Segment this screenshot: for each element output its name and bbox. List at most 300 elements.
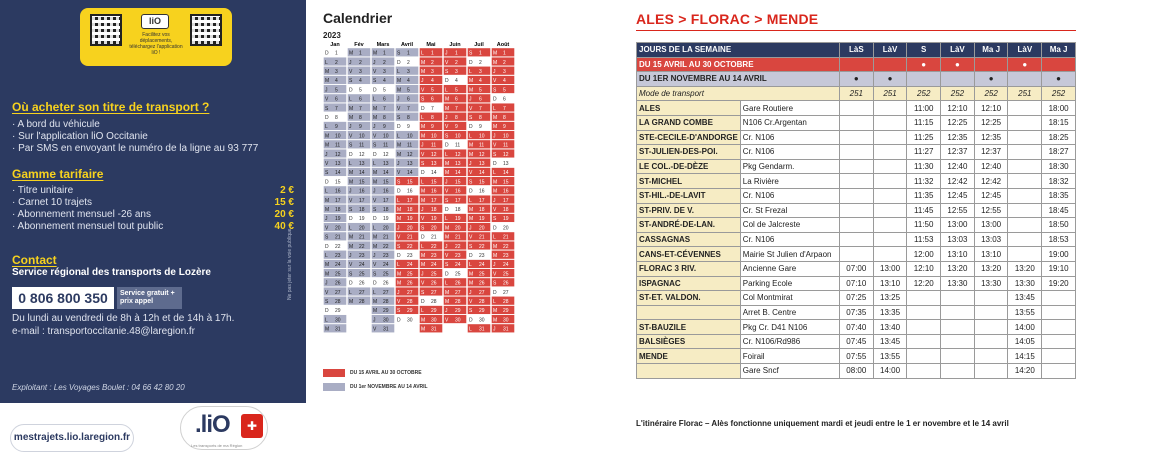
stop-town	[637, 364, 741, 379]
calendar-weekday: M	[421, 133, 426, 140]
departure-time: 12:10	[907, 261, 941, 276]
calendar-weekday: D	[349, 87, 353, 94]
table-row	[637, 174, 1076, 189]
calendar-day-number: 23	[335, 253, 341, 259]
departure-time: 12:55	[974, 203, 1008, 218]
calendar-weekday: S	[397, 115, 401, 121]
calendar-weekday: S	[397, 308, 401, 315]
calendar-weekday: V	[349, 133, 353, 140]
calendar-day-number: 31	[503, 326, 509, 333]
calendar-weekday: V	[325, 289, 329, 296]
calendar-day-number: 25	[479, 271, 485, 278]
calendar-day-number: 26	[503, 280, 509, 287]
calendar-weekday: D	[397, 253, 401, 259]
stop-town: ST-HIL.-DE-LAVIT	[637, 188, 741, 203]
phone-number[interactable]: 0 806 800 350	[12, 287, 114, 309]
departure-time	[839, 203, 873, 218]
period-mark: ●	[974, 72, 1008, 87]
header-day: LàS	[839, 43, 873, 58]
calendar-day-number: 22	[455, 243, 461, 250]
route-title: ALES > FLORAC > MENDE	[636, 11, 819, 27]
calendar-weekday: V	[325, 96, 329, 103]
calendar-weekday: S	[349, 271, 353, 278]
calendar-weekday: L	[373, 96, 376, 103]
table-row	[637, 305, 1076, 320]
calendar-weekday: L	[421, 243, 424, 250]
calendar-weekday: V	[421, 151, 425, 158]
calendar-day-number: 20	[335, 225, 341, 232]
calendar-weekday: M	[493, 243, 498, 250]
departure-time: 18:50	[1042, 218, 1076, 233]
calendar-weekday: D	[469, 59, 473, 66]
calendar-day-number: 2	[479, 59, 482, 66]
calendar-weekday: S	[445, 133, 449, 140]
calendar-day-number: 6	[431, 96, 434, 103]
calendar-weekday: L	[325, 317, 328, 324]
calendar-day-number: 13	[503, 161, 509, 167]
stop-town: ALES	[637, 101, 741, 116]
period-label: DU 15 AVRIL AU 30 OCTOBRE	[637, 57, 840, 72]
calendar-weekday: V	[469, 170, 473, 177]
departure-time: 13:03	[974, 232, 1008, 247]
calendar-year: 2023	[323, 31, 341, 40]
fare-price: 20 €	[274, 209, 294, 220]
calendar-day-number: 13	[407, 161, 413, 167]
calendar-weekday: J	[373, 253, 376, 259]
calendar-weekday: M	[325, 197, 330, 204]
calendar-weekday: S	[373, 142, 377, 149]
stop-town: ST-PRIV. DE V.	[637, 203, 741, 218]
calendar-day-number: 17	[503, 197, 509, 204]
month-label: Jan	[330, 42, 340, 48]
calendar-weekday: M	[469, 207, 474, 213]
calendar-weekday: V	[325, 161, 329, 167]
departure-time	[974, 349, 1008, 364]
departure-time	[873, 218, 907, 233]
calendar-weekday: S	[493, 216, 497, 223]
departure-time	[873, 188, 907, 203]
contact-heading: Contact	[12, 253, 57, 267]
calendar-weekday: L	[349, 96, 352, 103]
departure-time	[839, 232, 873, 247]
period-mark	[907, 72, 941, 87]
calendar-weekday: D	[469, 188, 473, 195]
departure-time: 12:42	[941, 174, 975, 189]
calendar-day-number: 6	[383, 96, 386, 103]
departure-time	[1042, 334, 1076, 349]
legend-swatch-summer	[323, 369, 345, 377]
calendar-weekday: M	[469, 142, 474, 149]
departure-time	[907, 320, 941, 335]
departure-time: 18:27	[1042, 145, 1076, 160]
calendar-day-number: 8	[407, 115, 410, 121]
legend-label-winter: DU 1er NOVEMBRE AU 14 AVRIL	[350, 384, 428, 390]
departure-time	[839, 101, 873, 116]
calendar-day-number: 4	[383, 78, 386, 85]
calendar-day-number: 26	[455, 280, 461, 287]
departure-time: 19:20	[1042, 276, 1076, 291]
departure-time: 13:10	[974, 247, 1008, 262]
calendar-day-number: 11	[431, 142, 437, 149]
calendar-day-number: 26	[335, 280, 341, 287]
calendar-weekday: D	[493, 225, 497, 232]
calendar-day-number: 11	[335, 142, 341, 149]
departure-time: 07:00	[839, 261, 873, 276]
list-item: · Par SMS en envoyant le numéro de la ligne au 93 777	[12, 143, 259, 154]
departure-time: 12:37	[974, 145, 1008, 160]
calendar-weekday: J	[493, 69, 496, 75]
calendar-weekday: L	[325, 124, 328, 131]
calendar-weekday: M	[349, 299, 354, 305]
calendar-weekday: L	[349, 289, 352, 296]
month-label: Fév	[354, 42, 364, 48]
calendar-day-number: 15	[503, 179, 509, 186]
calendar-day-number: 17	[383, 197, 389, 204]
calendar-weekday: V	[445, 59, 449, 66]
calendar-day-number: 6	[407, 96, 410, 103]
departure-time	[974, 334, 1008, 349]
table-row	[637, 276, 1076, 291]
calendar-day-number: 10	[479, 133, 485, 140]
departure-time	[1042, 305, 1076, 320]
calendar-day-number: 5	[479, 87, 482, 94]
table-row	[637, 145, 1076, 160]
calendar-weekday: V	[493, 271, 497, 278]
calendar-weekday: S	[469, 115, 473, 121]
calendar-day-number: 18	[455, 207, 461, 213]
calendar-day-number: 5	[431, 87, 434, 94]
calendar-day-number: 22	[383, 243, 389, 250]
calendar-day-number: 8	[359, 115, 362, 121]
departure-time	[1042, 320, 1076, 335]
mode-row	[637, 86, 1076, 101]
calendar-weekday: D	[421, 299, 425, 305]
calendar-day-number: 23	[455, 253, 461, 259]
departure-time	[839, 218, 873, 233]
calendar-weekday: S	[469, 50, 473, 57]
calendar-day-number: 28	[407, 299, 413, 305]
stop-town: ST-ET. VALDON.	[637, 291, 741, 306]
stop-place: Cr. N106	[740, 130, 839, 145]
calendar-weekday: M	[373, 243, 378, 250]
operator-info: Exploitant : Les Voyages Boulet : 04 66 42 80 20	[12, 383, 185, 392]
departure-time: 13:00	[941, 218, 975, 233]
calendar-weekday: J	[349, 253, 352, 259]
calendar-day-number: 18	[335, 207, 341, 213]
departure-time	[839, 159, 873, 174]
calendar-day-number: 12	[431, 151, 437, 158]
calendar-day-number: 27	[479, 289, 485, 296]
period-mark	[1042, 57, 1076, 72]
calendar-weekday: L	[373, 161, 376, 167]
table-row	[637, 349, 1076, 364]
region-cross-icon: ✚	[241, 414, 263, 438]
calendar-day-number: 13	[383, 161, 389, 167]
calendar-day-number: 23	[383, 253, 389, 259]
calendar-day-number: 27	[503, 289, 509, 296]
departure-time: 11:27	[907, 145, 941, 160]
calendar-weekday: D	[421, 170, 425, 177]
departure-time: 14:15	[1008, 349, 1042, 364]
table-row	[637, 232, 1076, 247]
calendar-weekday: M	[349, 115, 354, 121]
calendar-day-number: 8	[479, 115, 482, 121]
calendar-day-number: 13	[479, 161, 485, 167]
calendar-day-number: 7	[431, 105, 434, 112]
calendar-weekday: S	[469, 243, 473, 250]
table-row	[637, 261, 1076, 276]
calendar-day-number: 8	[335, 115, 338, 121]
calendar-weekday: M	[349, 50, 354, 57]
departure-time: 14:00	[873, 364, 907, 379]
calendar-day-number: 6	[359, 96, 362, 103]
departure-time: 12:40	[941, 159, 975, 174]
calendar-day-number: 18	[407, 207, 413, 213]
calendar-day-number: 12	[503, 151, 509, 158]
calendar-day-number: 16	[455, 188, 461, 195]
calendar-day-number: 10	[503, 133, 509, 140]
calendar-day-number: 18	[383, 207, 389, 213]
departure-time	[974, 291, 1008, 306]
calendar-weekday: J	[397, 161, 400, 167]
calendar-weekday: L	[469, 69, 472, 75]
calendar-weekday: L	[493, 299, 496, 305]
calendar-weekday: S	[325, 234, 329, 241]
calendar-day-number: 24	[455, 262, 461, 269]
stop-place: Ancienne Gare	[740, 261, 839, 276]
calendar-weekday: S	[445, 262, 449, 269]
calendar-day-number: 18	[479, 207, 485, 213]
calendar-day-number: 10	[359, 133, 365, 140]
departure-time: 07:25	[839, 291, 873, 306]
calendar-weekday: S	[349, 142, 353, 149]
stop-place: Gare Sncf	[740, 364, 839, 379]
departure-time	[974, 305, 1008, 320]
calendar-day-number: 26	[431, 280, 437, 287]
calendar-day-number: 9	[455, 124, 458, 131]
departure-time	[873, 145, 907, 160]
departure-time: 11:53	[907, 232, 941, 247]
calendar-weekday: J	[493, 262, 496, 269]
calendar-day-number: 17	[335, 197, 341, 204]
stop-town: MENDE	[637, 349, 741, 364]
calendar-weekday: L	[421, 179, 424, 186]
calendar-day-number: 23	[479, 253, 485, 259]
departure-time	[974, 320, 1008, 335]
calendar-weekday: D	[445, 142, 449, 149]
calendar-day-number: 15	[383, 179, 389, 186]
calendar-day-number: 24	[503, 262, 509, 269]
calendar-day-number: 20	[383, 225, 389, 232]
calendar-day-number: 7	[455, 105, 458, 112]
calendar-weekday: S	[397, 243, 401, 250]
calendar-day-number: 11	[359, 142, 365, 149]
departure-time: 13:40	[873, 320, 907, 335]
calendar-day-number: 5	[335, 87, 338, 94]
calendar-weekday: J	[469, 96, 472, 103]
departure-time	[873, 174, 907, 189]
calendar-weekday: L	[493, 234, 496, 241]
table-row	[637, 364, 1076, 379]
calendar-day-number: 20	[479, 225, 485, 232]
calendar-day-number: 23	[407, 253, 413, 259]
calendar-day-number: 19	[479, 216, 485, 223]
lio-logo	[180, 406, 268, 450]
calendar-weekday: M	[325, 262, 330, 269]
calendar-weekday: J	[373, 59, 376, 66]
calendar-weekday: M	[445, 105, 450, 112]
calendar-day-number: 23	[431, 253, 437, 259]
calendar-weekday: D	[349, 216, 353, 223]
calendar-day-number: 13	[431, 161, 437, 167]
calendar-weekday: S	[469, 308, 473, 315]
calendar-weekday: S	[421, 289, 425, 296]
stop-place: Mairie St Julien d'Arpaon	[740, 247, 839, 262]
departure-time: 13:20	[941, 261, 975, 276]
calendar-weekday: M	[469, 78, 474, 85]
calendar-day-number: 1	[335, 50, 338, 57]
website-link-button[interactable]: mestrajets.lio.laregion.fr	[10, 424, 134, 452]
calendar-day-number: 13	[359, 161, 365, 167]
departure-time: 12:55	[941, 203, 975, 218]
calendar-weekday: J	[493, 326, 496, 333]
contact-email[interactable]: e-mail : transportoccitanie.48@laregion.fr	[12, 326, 196, 337]
calendar-day-number: 30	[383, 317, 389, 324]
calendar-day-number: 11	[503, 142, 509, 149]
calendar-weekday: L	[397, 69, 400, 75]
calendar-day-number: 30	[455, 317, 461, 324]
calendar-weekday: J	[445, 308, 448, 315]
stop-place: Foirail	[740, 349, 839, 364]
calendar-weekday: M	[445, 234, 450, 241]
departure-time	[873, 159, 907, 174]
calendar-weekday: M	[325, 326, 330, 333]
calendar-weekday: D	[469, 253, 473, 259]
calendar-day-number: 19	[335, 216, 341, 223]
calendar-weekday: V	[325, 225, 329, 232]
calendar-day-number: 19	[407, 216, 413, 223]
header-day: S	[907, 43, 941, 58]
period-mark	[941, 72, 975, 87]
departure-time	[941, 334, 975, 349]
calendar-day-number: 25	[455, 271, 461, 278]
calendar-weekday: J	[469, 289, 472, 296]
departure-time	[1042, 364, 1076, 379]
calendar-day-number: 16	[407, 188, 413, 195]
departure-time	[873, 203, 907, 218]
line-number: 252	[941, 86, 975, 101]
calendar-day-number: 31	[335, 326, 341, 333]
calendar-weekday: M	[397, 280, 402, 287]
stop-town: LA GRAND COMBE	[637, 115, 741, 130]
period-mark: ●	[1042, 72, 1076, 87]
calendar-weekday: M	[397, 78, 402, 85]
departure-time	[941, 320, 975, 335]
calendar-day-number: 30	[431, 317, 437, 324]
calendar-day-number: 20	[431, 225, 437, 232]
calendar-weekday: J	[469, 225, 472, 232]
calendar-weekday: V	[349, 69, 353, 75]
calendar-day-number: 2	[503, 59, 506, 66]
calendar-weekday: M	[469, 151, 474, 158]
month-label: Avril	[400, 42, 414, 48]
calendar-weekday: L	[493, 105, 496, 112]
stop-place: La Rivière	[740, 174, 839, 189]
calendar-weekday: J	[445, 115, 448, 121]
calendar-day-number: 1	[455, 50, 458, 57]
month-label: Août	[496, 42, 510, 48]
departure-time	[1042, 349, 1076, 364]
table-row	[637, 334, 1076, 349]
calendar-weekday: S	[445, 69, 449, 75]
departure-time: 12:20	[907, 276, 941, 291]
departure-time	[941, 291, 975, 306]
calendar-day-number: 29	[479, 308, 485, 315]
calendar-weekday: V	[349, 262, 353, 269]
calendar-day-number: 21	[431, 234, 437, 241]
calendar-weekday: L	[397, 133, 400, 140]
departure-time	[907, 334, 941, 349]
calendar-weekday: L	[325, 253, 328, 259]
calendar-weekday: D	[373, 216, 377, 223]
calendar-weekday: M	[373, 170, 378, 177]
calendar-day-number: 12	[359, 151, 365, 158]
calendar-day-number: 3	[383, 69, 386, 75]
header-day: LàV	[873, 43, 907, 58]
calendar-day-number: 31	[431, 326, 437, 333]
calendar-day-number: 21	[479, 234, 485, 241]
calendar-weekday: J	[493, 133, 496, 140]
period-mark: ●	[839, 72, 873, 87]
calendar-weekday: L	[325, 59, 328, 66]
qr-code-ios[interactable]	[190, 14, 222, 46]
calendar-weekday: D	[325, 179, 329, 186]
calendar-day-number: 16	[479, 188, 485, 195]
calendar-weekday: M	[421, 197, 426, 204]
calendar-weekday: D	[493, 289, 497, 296]
qr-code-android[interactable]	[90, 14, 122, 46]
calendar-day-number: 11	[383, 142, 389, 149]
info-panel	[0, 0, 306, 403]
legend-label-summer: DU 15 AVRIL AU 30 OCTOBRE	[350, 370, 422, 376]
calendar-day-number: 3	[359, 69, 362, 75]
calendar-weekday: D	[445, 207, 449, 213]
calendar-weekday: M	[445, 96, 450, 103]
calendar-day-number: 22	[335, 243, 341, 250]
fare-label: · Abonnement mensuel -26 ans	[12, 209, 151, 220]
calendar-day-number: 24	[479, 262, 485, 269]
departure-time: 11:32	[907, 174, 941, 189]
calendar-day-number: 29	[407, 308, 413, 315]
calendar-day-number: 3	[407, 69, 410, 75]
calendar-weekday: J	[493, 197, 496, 204]
header-day: LàV	[1008, 43, 1042, 58]
calendar-day-number: 28	[479, 299, 485, 305]
calendar-weekday: M	[445, 161, 450, 167]
calendar-day-number: 14	[359, 170, 365, 177]
calendar-weekday: M	[445, 225, 450, 232]
calendar-weekday: V	[373, 262, 377, 269]
departure-time: 13:20	[974, 261, 1008, 276]
calendar-day-number: 9	[503, 124, 506, 131]
calendar-weekday: L	[421, 308, 424, 315]
list-item: · Sur l'application liO Occitanie	[12, 131, 148, 142]
buy-locations-list	[12, 119, 297, 155]
calendar-weekday: L	[469, 262, 472, 269]
calendar-weekday: D	[469, 124, 473, 131]
header-days-label: JOURS DE LA SEMAINE	[637, 43, 840, 58]
calendar-weekday: D	[493, 161, 497, 167]
